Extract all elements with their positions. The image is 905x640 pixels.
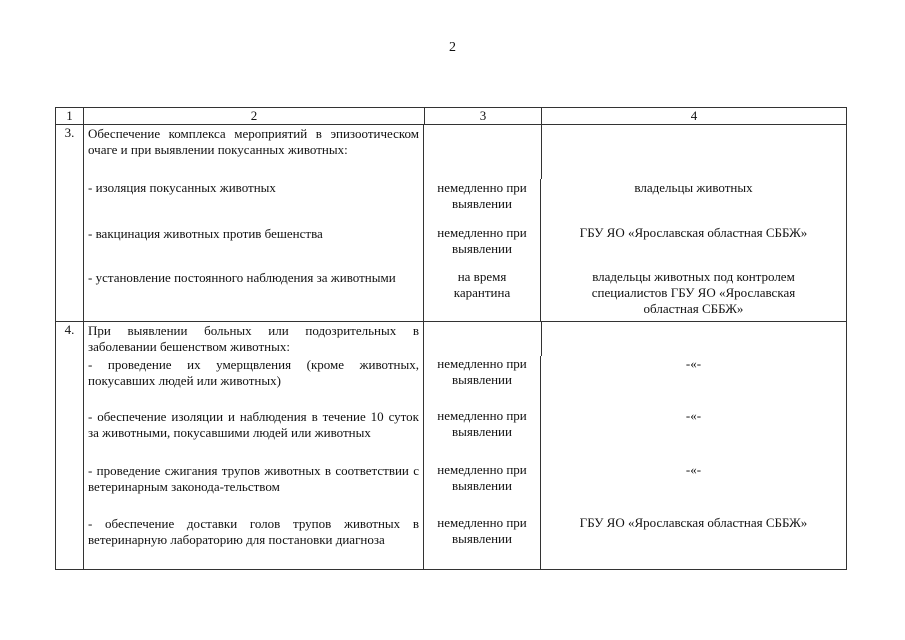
responsible-text: -«- (685, 462, 702, 477)
table-row (56, 322, 847, 570)
row-intro: При выявлении больных или подозрительных в заболевании бешенством животных: (84, 322, 424, 356)
row-number: 4. (56, 322, 84, 570)
responsible-text: владельцы животных (634, 180, 753, 195)
measure-text: - обеспечение изоляции и наблюдения в течение 10 суток за животными, покусавшими людей или животных (84, 408, 424, 462)
term-text: на время карантина (424, 269, 541, 321)
measure-text: - обеспечение доставки голов трупов животных в ветеринарную лабораторию для постановки диагноза (84, 515, 424, 569)
measure-text: - вакцинация животных против бешенства (84, 225, 424, 269)
term-text: немедленно при выявлении (424, 462, 541, 515)
sub-item (84, 462, 846, 515)
row-content (84, 125, 847, 322)
measure-text: - изоляция покусанных животных (84, 179, 424, 225)
table-header-row (56, 108, 847, 125)
responsible-text: -«- (685, 356, 702, 371)
sub-item (84, 356, 846, 408)
header-col-1: 1 (56, 108, 84, 125)
responsible-text: владельцы животных под контролем специалистов ГБУ ЯО «Ярославская областная СББЖ» (591, 269, 796, 316)
term-text: немедленно при выявлении (424, 515, 541, 569)
sub-item (84, 515, 846, 569)
sub-item (84, 179, 846, 225)
term-text: немедленно при выявлении (424, 225, 541, 269)
table-row (56, 125, 847, 322)
row-number: 3. (56, 125, 84, 322)
row-content (84, 322, 847, 570)
measure-text: - проведение их умерщвления (кроме животных, покусавших людей или животных) (84, 356, 424, 408)
measure-text: - проведение сжигания трупов животных в соответствии с ветеринарным законода-тельством (84, 462, 424, 515)
header-col-4: 4 (542, 108, 847, 125)
term-text: немедленно при выявлении (424, 356, 541, 408)
responsible-text: ГБУ ЯО «Ярославская областная СББЖ» (579, 225, 808, 240)
row-intro: Обеспечение комплекса мероприятий в эпизоотическом очаге и при выявлении покусанных животных: (84, 125, 424, 179)
sub-item (84, 269, 846, 321)
header-col-3: 3 (425, 108, 542, 125)
sub-item (84, 408, 846, 462)
measure-text: - установление постоянного наблюдения за животными (84, 269, 424, 321)
sub-item (84, 225, 846, 269)
responsible-text: ГБУ ЯО «Ярославская областная СББЖ» (579, 515, 808, 530)
responsible-text: -«- (685, 408, 702, 423)
header-col-2: 2 (84, 108, 425, 125)
term-text: немедленно при выявлении (424, 408, 541, 462)
term-text: немедленно при выявлении (424, 179, 541, 225)
measures-table (55, 107, 847, 570)
page-number: 2 (449, 40, 456, 55)
